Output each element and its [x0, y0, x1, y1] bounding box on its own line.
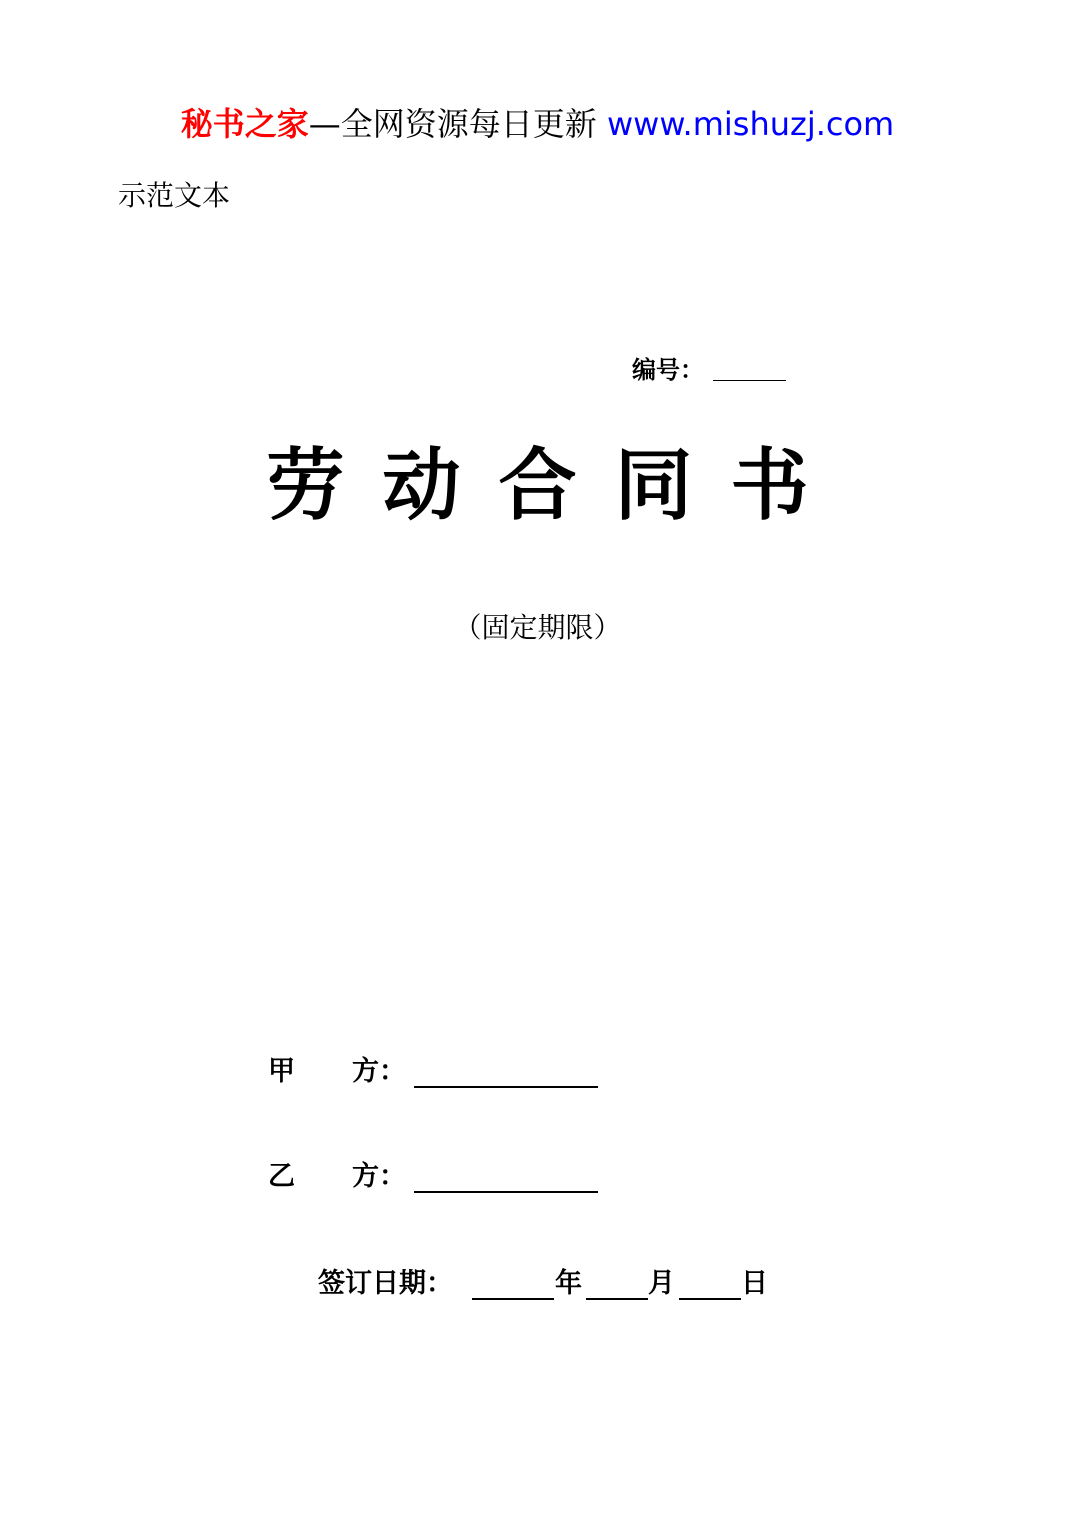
- title-char: 劳: [266, 441, 345, 531]
- party-b-label-char1: 乙: [268, 1161, 295, 1192]
- title-char: 合: [498, 441, 577, 531]
- sample-text-label: 示范文本: [118, 179, 231, 212]
- year-blank: [472, 1298, 554, 1300]
- month-label: 月: [648, 1268, 675, 1299]
- party-a-label-char2: 方：: [352, 1056, 406, 1087]
- party-a-blank: [414, 1086, 598, 1088]
- header-tagline: —全网资源每日更新: [308, 105, 597, 143]
- year-label: 年: [555, 1268, 582, 1299]
- party-a-label-char1: 甲: [268, 1056, 295, 1087]
- title-char: 同: [614, 441, 693, 531]
- header-url-link[interactable]: www.mishuzj.com: [606, 105, 895, 143]
- day-label: 日: [741, 1268, 768, 1299]
- day-blank: [679, 1298, 741, 1300]
- document-title: [0, 436, 1075, 536]
- party-b-label-char2: 方：: [352, 1161, 406, 1192]
- month-blank: [586, 1298, 648, 1300]
- brand-name: 秘书之家: [180, 105, 309, 143]
- site-header-banner: [0, 100, 1075, 148]
- title-char: 书: [730, 441, 809, 531]
- sign-date-label: 签订日期：: [318, 1268, 453, 1299]
- serial-number-label: 编号：: [632, 356, 704, 384]
- party-b-blank: [414, 1191, 598, 1193]
- title-char: 动: [382, 441, 461, 531]
- serial-number-blank: [713, 380, 786, 381]
- serial-number-row: [632, 350, 704, 390]
- document-subtitle: （固定期限）: [453, 611, 622, 644]
